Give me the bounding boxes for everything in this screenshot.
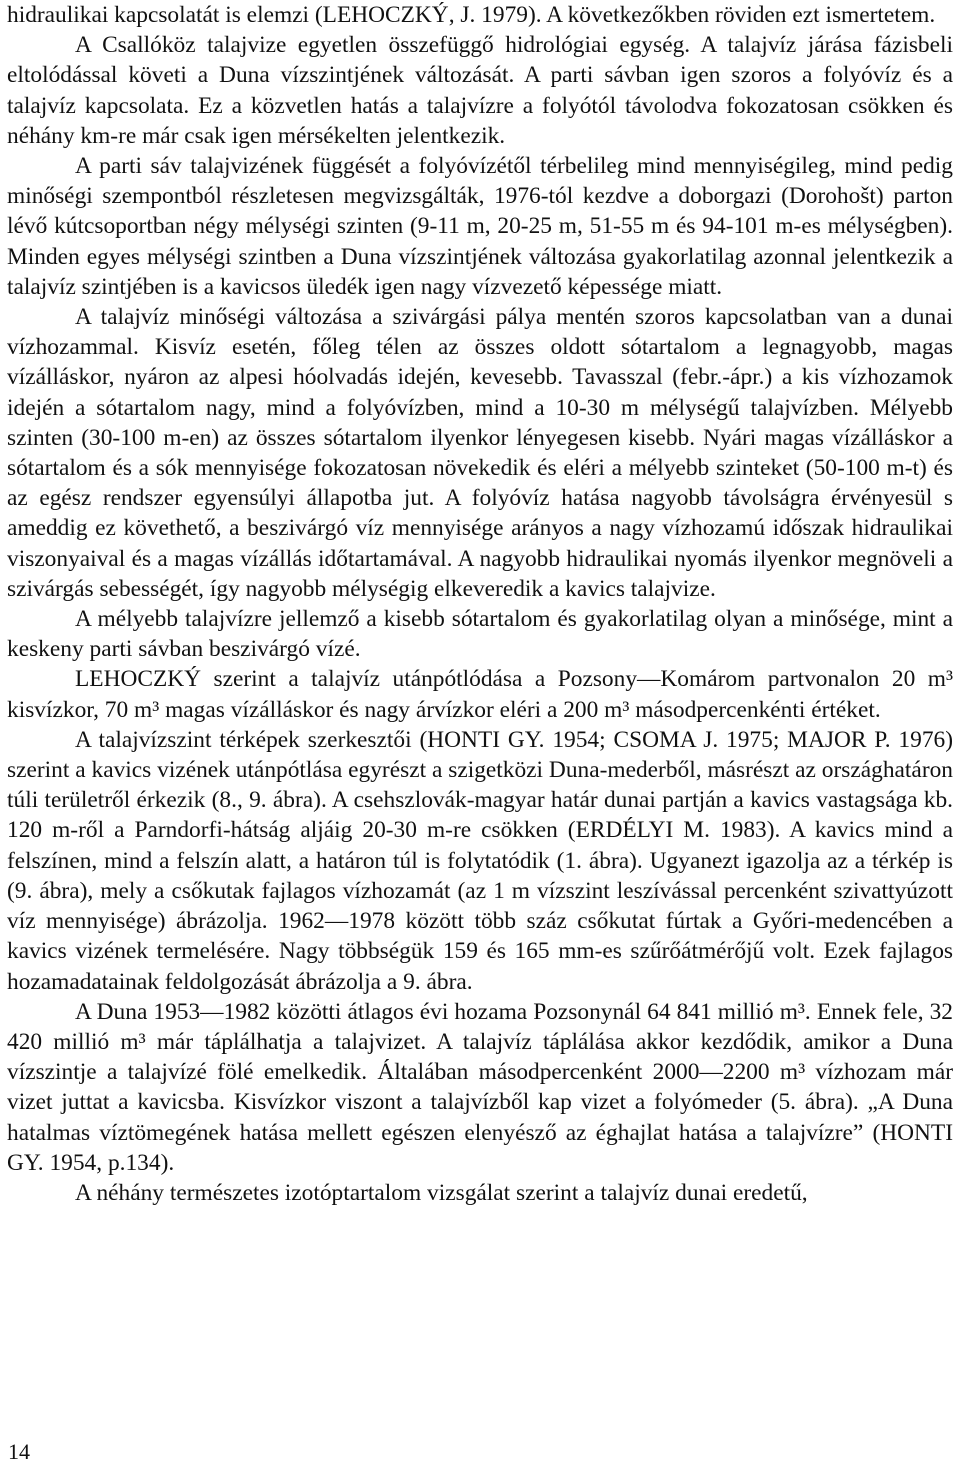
- paragraph-1: hidraulikai kapcsolatát is elemzi (LEHOCZKÝ, J. 1979). A következőkben röviden ezt ismertetem.: [7, 2, 936, 28]
- paragraph-8: A Duna 1953—1982 közötti átlagos évi hozama Pozsonynál 64 841 millió m³. Ennek fele, 32 420 millió m³ már táplálhatja a talajvizet. A talajvíz táplálása akkor kezdődik, amikor a Duna vízszintje a talajvízé fölé emelkedik. Általában másodpercenként 2000—2200 m³ vízhozam már vizet juttat a kavicsba. Kisvízkor viszont a talajvízből kap vizet a folyómeder (5. ábra). „A Duna hatalmas víztömegének hatása mellett egészen elenyésző az éghajlat hatása a talajvízre” (HONTI GY. 1954, p.134).: [7, 998, 953, 1176]
- paragraph-9: A néhány természetes izotóptartalom vizsgálat szerint a talajvíz dunai eredetű,: [75, 1179, 808, 1206]
- paragraph-3: A parti sáv talajvizének függését a folyóvízétől térbelileg mind mennyiségileg, mind pedig minőségi szempontból részletesen megvizsgálták, 1976-tól kezdve a doborgazi (Dorohošt) parton lévő kútcsoportban négy mélységi szinten (9-11 m, 20-25 m, 51-55 m és 94-101 m-es mélységben). Minden egyes mélységi szintben a Duna vízszintjének változása gyakorlatilag azonnal jelentkezik a talajvíz szintjében is a kavicsos üledék igen nagy vízvezető képessége miatt.: [7, 153, 953, 300]
- paragraph-7: A talajvízszint térképek szerkesztői (HONTI GY. 1954; CSOMA J. 1975; MAJOR P. 1976) szerint a kavics vizének utánpótlása egyrészt a szigetközi Duna-mederből, másrészt az országhatáron túli területről érkezik (8., 9. ábra). A csehszlovák-magyar határ dunai partján a kavics vastagsága kb. 120 m-ről a Parndorfi-hátság aljáig 20-30 m-re csökken (ERDÉLYI M. 1983). A kavics mind a felszínen, mind a felszín alatt, a határon túl is folytatódik (1. ábra). Ugyanezt igazolja az a térkép is (9. ábra), mely a csőkutak fajlagos vízhozamát (az 1 m vízszint leszívással percenként szivattyúzott víz mennyisége) ábrázolja. 1962—1978 között több száz csőkutat fúrtak a Győri-medencében a kavics vizének termelésére. Nagy többségük 159 és 165 mm-es szűrőátmérőjű volt. Ezek fajlagos hozamadatainak feldolgozását ábrázolja a 9. ábra.: [7, 726, 953, 995]
- paragraph-5: A mélyebb talajvízre jellemző a kisebb sótartalom és gyakorlatilag olyan a minősége, mint a keskeny parti sávban beszivárgó vízé.: [7, 606, 953, 663]
- paragraph-2: A Csallóköz talajvize egyetlen összefüggő hidrológiai egység. A talajvíz járása fázisbeli eltolódással követi a Duna vízszintjének változását. A parti sávban igen szoros a folyóvíz és a talajvíz kapcsolata. Ez a közvetlen hatás a talajvízre a folyótól távolodva fokozatosan csökken és néhány km-re már csak igen mérsékelten jelentkezik.: [7, 32, 953, 149]
- paragraph-6: LEHOCZKÝ szerint a talajvíz utánpótlódása a Pozsony—Komárom partvonalon 20 m³ kisvízkor, 70 m³ magas vízálláskor és nagy árvízkor eléri a 200 m³ másodpercenkénti értéket.: [7, 666, 953, 723]
- page-number: 14: [8, 1439, 30, 1464]
- paragraph-4: A talajvíz minőségi változása a szivárgási pálya mentén szoros kapcsolatban van a dunai vízhozammal. Kisvíz esetén, főleg télen az összes oldott sótartalom a legnagyobb, magas vízálláskor, nyáron az alpesi hóolvadás idején, kevesebb. Tavasszal (febr.-ápr.) a kis vízhozamok idején a sótartalom nagy, mind a folyóvízben, mind a 10-30 m mélységű talajvízben. Mélyebb szinten (30-100 m-en) az összes sótartalom ilyenkor lényegesen kisebb. Nyári magas vízálláskor a sótartalom és a sók mennyisége fokozatosan növekedik és eléri a mélyebb szinteket (50-100 m-t) és az egész rendszer egyensúlyi állapotba jut. A folyóvíz hatása nagyobb távolságra érvényesül s ameddig ez követhető, a beszivárgó víz mennyisége arányos a nagy vízhozamú időszak hidraulikai viszonyaival és a magas vízállás időtartamával. A nagyobb hidraulikai nyomás ilyenkor megnöveli a szivárgás sebességét, így nagyobb mélységig elkeveredik a kavics talajvize.: [7, 304, 953, 602]
- document-page: [7, 0, 953, 1208]
